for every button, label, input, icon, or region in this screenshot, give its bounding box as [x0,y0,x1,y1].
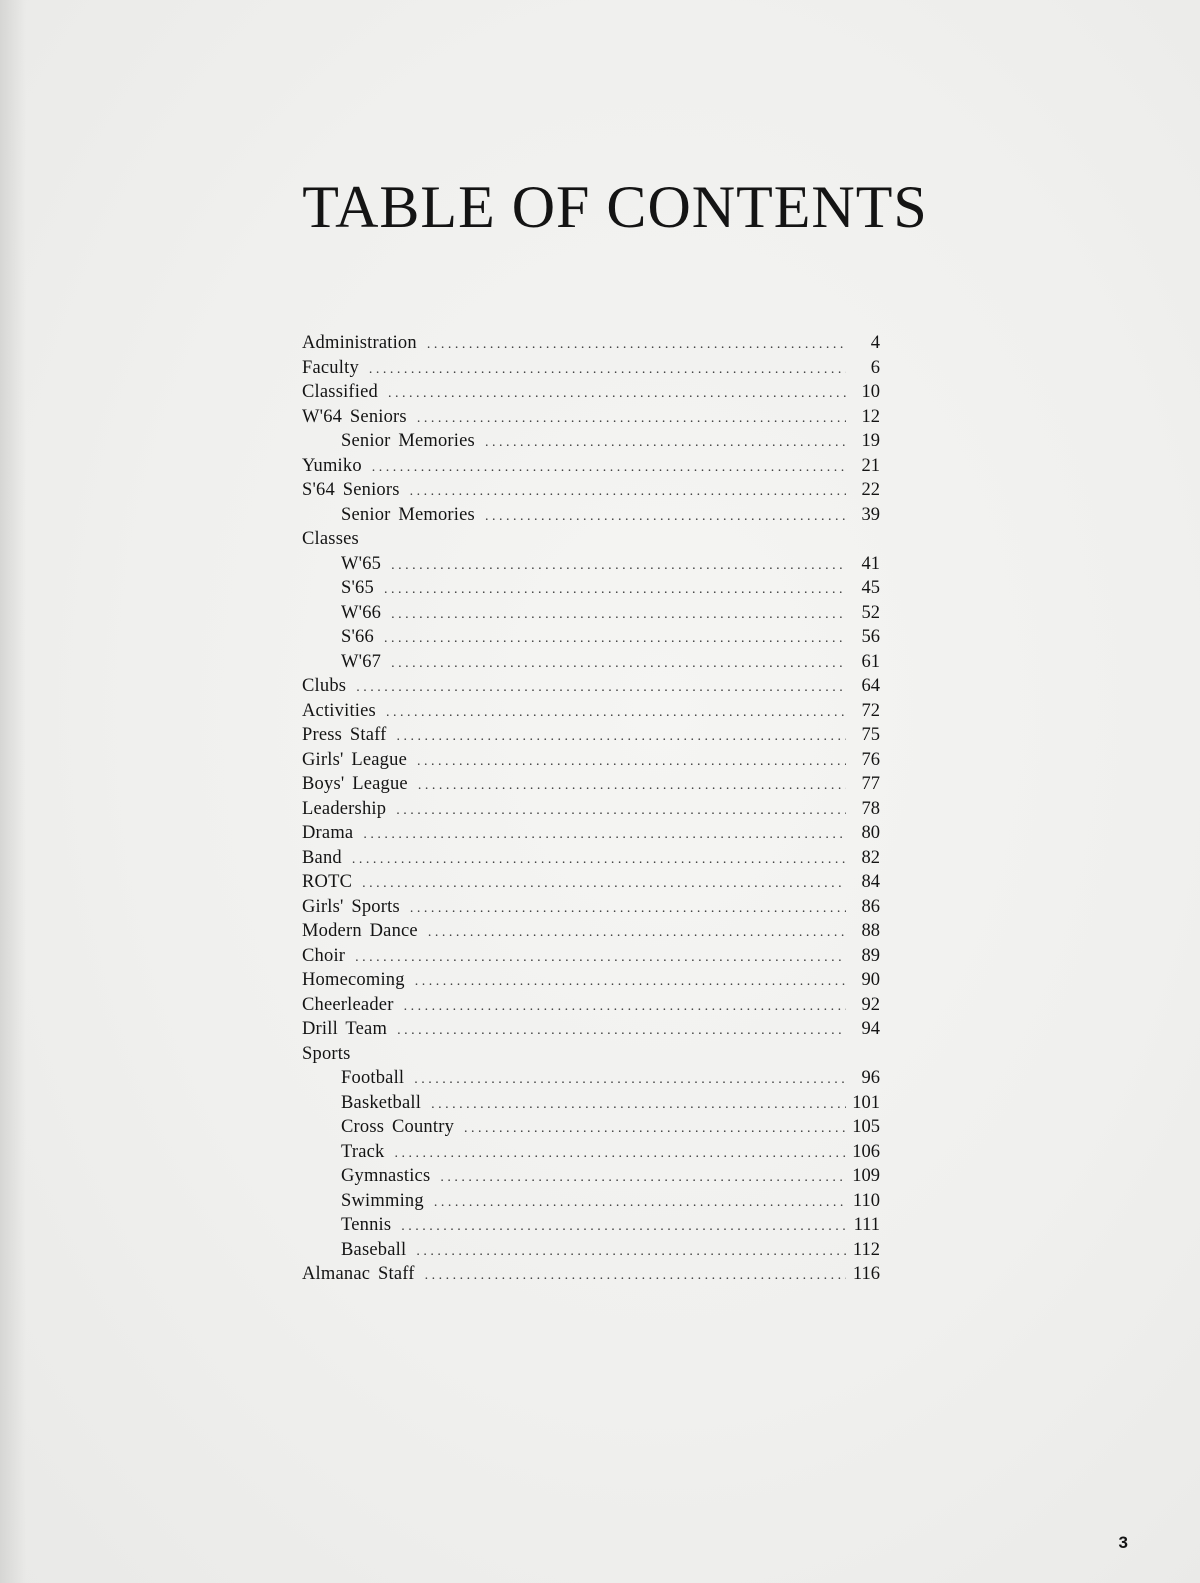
dot-leader [485,505,846,530]
dot-leader [485,431,846,456]
dot-leader [396,799,846,824]
toc-entry [302,478,880,503]
toc-entry-page: 82 [861,847,880,868]
toc-entry [302,723,880,748]
toc-entry-page: 109 [852,1166,880,1186]
toc-entry [302,1115,880,1140]
toc-entry-page: 76 [861,749,880,770]
toc-entry-label: Faculty [302,357,359,378]
toc-entry-label: Classes [302,529,359,549]
toc-entry-label: Classified [302,382,378,402]
dot-leader [440,1166,846,1191]
toc-entry-label: Drama [302,823,354,843]
toc-entry-page: 101 [852,1092,880,1113]
toc-entry [302,1140,880,1165]
toc-entry-label: S'64 Seniors [302,480,400,500]
toc-entry-page: 22 [861,480,880,500]
toc-entry [302,674,880,699]
toc-entry-page: 52 [861,602,880,623]
toc-entry-page: 19 [861,431,880,451]
toc-entry-page: 4 [870,333,880,353]
toc-entry [302,870,880,895]
table-of-contents [302,331,880,1287]
toc-entry-label: Press Staff [302,725,387,745]
toc-entry [302,1042,880,1067]
page-number: 3 [1118,1533,1128,1552]
toc-entry [302,454,880,479]
toc-entry-label: Tennis [341,1215,392,1235]
toc-entry-page: 39 [861,504,880,525]
dot-leader [388,382,846,407]
toc-entry-label: Homecoming [302,970,405,990]
toc-entry [302,650,880,675]
toc-entry-label: Almanac Staff [302,1264,415,1284]
toc-entry-label: Activities [302,700,376,721]
toc-entry-page: 116 [852,1264,880,1284]
dot-leader [418,774,846,799]
toc-entry-label: Leadership [302,798,387,819]
toc-entry-label: Cross Country [341,1117,455,1137]
dot-leader [434,1191,846,1216]
toc-entry-page: 12 [861,406,880,427]
toc-entry [302,527,880,552]
toc-entry-label: Football [341,1068,405,1088]
toc-entry-label: S'66 [341,627,374,647]
toc-entry-label: ROTC [302,872,353,892]
dot-leader [372,456,846,481]
toc-entry [302,821,880,846]
dot-leader [415,970,846,995]
dot-leader [417,407,846,432]
toc-entry [302,576,880,601]
toc-entry-page: 84 [861,872,880,892]
toc-entry-label: Administration [302,333,417,353]
toc-entry [302,1066,880,1091]
toc-entry-label: W'67 [341,651,382,672]
toc-entry-page: 75 [861,725,880,745]
toc-entry-label: Girls' Sports [302,896,400,917]
dot-leader [428,921,846,946]
toc-entry-label: Band [302,847,342,868]
dot-leader [391,603,846,628]
toc-entry-label: Boys' League [302,774,408,794]
toc-entry-page: 80 [861,823,880,843]
toc-entry-label: Track [341,1141,385,1162]
toc-entry-page: 41 [861,553,880,574]
toc-entry-label: Gymnastics [341,1166,431,1186]
dot-leader [397,1019,846,1044]
dot-leader [397,725,846,750]
toc-entry-label: Choir [302,945,346,966]
toc-entry-page: 56 [861,627,880,647]
toc-entry [302,331,880,356]
dot-leader [384,627,846,652]
toc-entry-page: 89 [861,945,880,966]
toc-entry-page: 21 [861,455,880,476]
toc-entry [302,503,880,528]
toc-entry-page: 110 [852,1190,880,1211]
dot-leader [391,554,846,579]
dot-leader [431,1093,846,1118]
dot-leader [425,1264,846,1289]
dot-leader [391,652,846,677]
toc-entry [302,797,880,822]
toc-entry-page: 45 [861,578,880,598]
toc-entry-label: Cheerleader [302,994,394,1015]
dot-leader [414,1068,846,1093]
toc-entry-label: W'66 [341,602,382,623]
toc-entry-label: Yumiko [302,455,362,476]
toc-entry-label: Swimming [341,1190,424,1211]
dot-leader [386,701,846,726]
toc-entry-page: 92 [861,994,880,1015]
toc-entry-page: 61 [861,651,880,672]
toc-entry-page: 96 [861,1068,880,1088]
dot-leader [362,872,846,897]
toc-entry [302,748,880,773]
toc-entry-label: Senior Memories [341,431,475,451]
toc-entry-label: W'64 Seniors [302,406,407,427]
toc-entry [302,846,880,871]
dot-leader [394,1142,846,1167]
toc-entry-label: Modern Dance [302,921,418,941]
toc-entry-page: 112 [852,1239,880,1260]
toc-entry-page: 72 [861,700,880,721]
toc-entry [302,356,880,381]
toc-entry [302,772,880,797]
toc-entry-label: W'65 [341,553,382,574]
toc-entry [302,552,880,577]
toc-entry [302,1213,880,1238]
dot-leader [352,848,846,873]
dot-leader [427,333,846,358]
toc-entry-label: Drill Team [302,1019,388,1039]
toc-entry [302,895,880,920]
toc-entry-label: S'65 [341,578,374,598]
toc-entry [302,1238,880,1263]
toc-entry [302,1189,880,1214]
toc-entry-page: 90 [861,970,880,990]
toc-entry [302,625,880,650]
toc-entry-page: 111 [853,1215,880,1235]
dot-leader [416,1240,846,1265]
toc-entry-label: Girls' League [302,749,407,770]
toc-entry [302,993,880,1018]
dot-leader [417,750,846,775]
dot-leader [363,823,846,848]
toc-entry [302,968,880,993]
dot-leader [464,1117,846,1142]
toc-entry-page: 88 [861,921,880,941]
toc-entry [302,699,880,724]
toc-entry-page: 105 [852,1117,880,1137]
toc-entry-page: 77 [861,774,880,794]
toc-entry-page: 10 [861,382,880,402]
toc-entry-label: Clubs [302,676,347,696]
toc-entry-label: Basketball [341,1092,422,1113]
dot-leader [410,897,846,922]
dot-leader [410,480,846,505]
toc-entry-page: 86 [861,896,880,917]
dot-leader [356,676,846,701]
toc-entry [302,919,880,944]
toc-entry-label: Sports [302,1043,351,1064]
toc-entry-page: 6 [870,357,880,378]
toc-entry [302,1091,880,1116]
toc-entry-label: Senior Memories [341,504,475,525]
toc-entry-page: 94 [861,1019,880,1039]
toc-entry [302,1164,880,1189]
toc-entry [302,601,880,626]
page-title: TABLE OF CONTENTS [302,174,928,240]
toc-entry-label: Baseball [341,1239,407,1260]
toc-entry [302,429,880,454]
toc-entry-page: 106 [852,1141,880,1162]
dot-leader [401,1215,846,1240]
toc-entry-page: 78 [861,798,880,819]
dot-leader [369,358,846,383]
toc-entry [302,380,880,405]
dot-leader [404,995,846,1020]
toc-entry [302,1017,880,1042]
toc-entry [302,405,880,430]
toc-entry [302,944,880,969]
dot-leader [384,578,846,603]
toc-entry-page: 64 [861,676,880,696]
dot-leader [355,946,846,971]
toc-entry [302,1262,880,1287]
